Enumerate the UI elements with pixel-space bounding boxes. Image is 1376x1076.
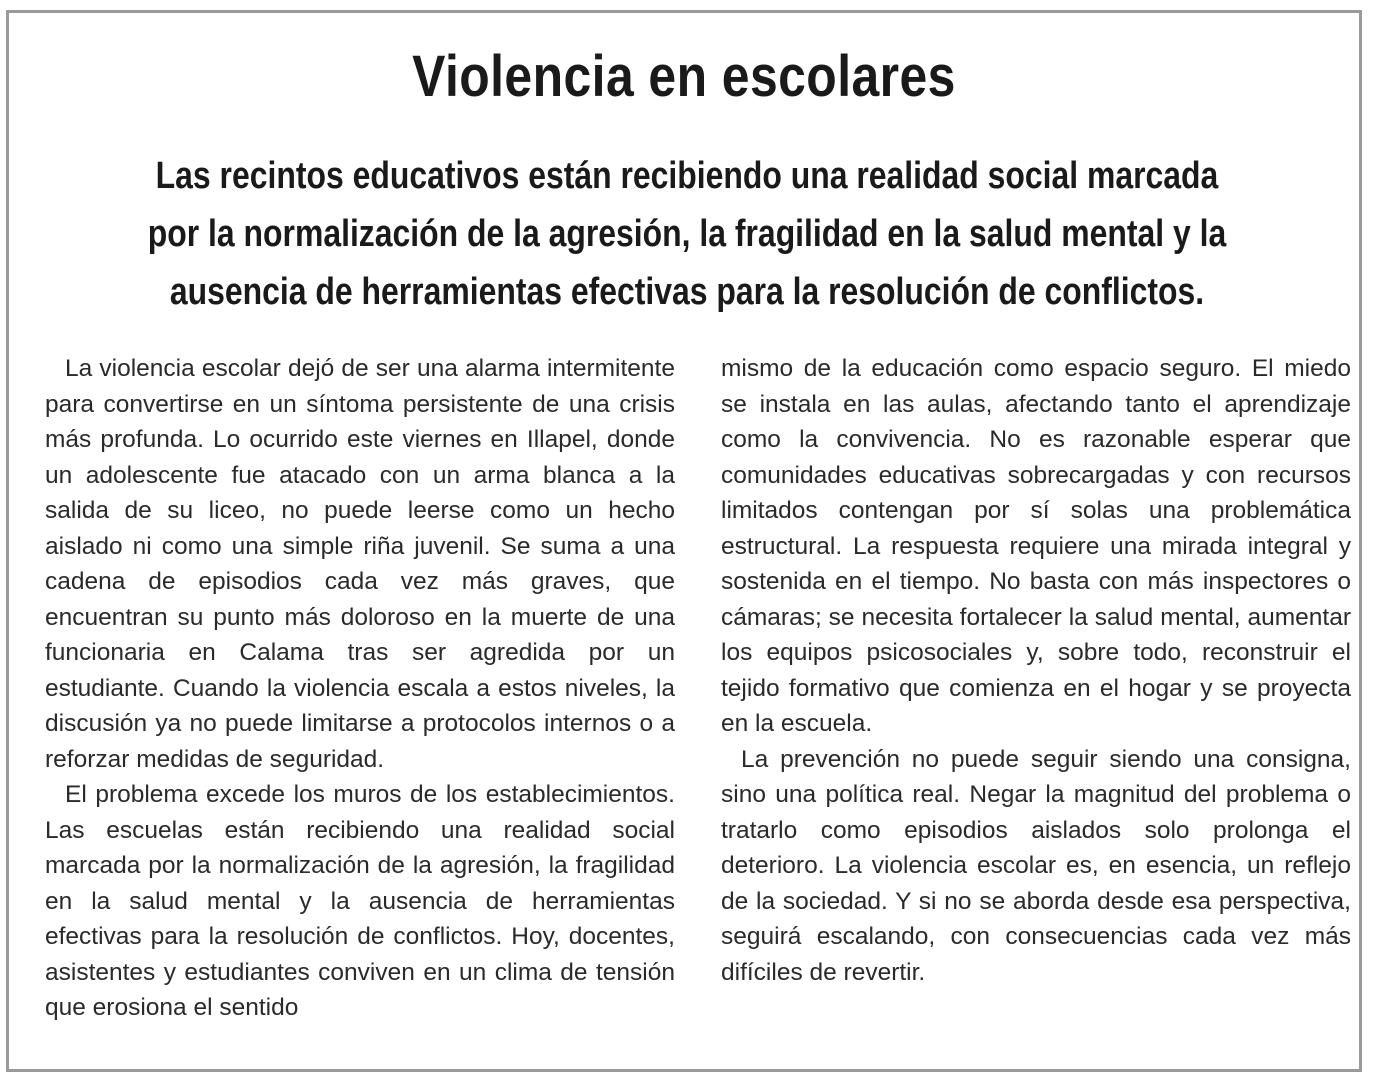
paragraph: El problema excede los muros de los establecimientos. Las escuelas están recibiendo una realidad social marcada por la normalización de la agresión, la fragilidad en la salud mental y la ausencia de herramientas efectivas para la resolución de conflictos. Hoy, docentes, asistentes y estudiantes conviven en un clima de tensión que erosiona el sentido <box>45 781 675 1021</box>
article-title: Violencia en escolares <box>412 44 956 109</box>
paragraph: La violencia escolar dejó de ser una alarma intermitente para convertirse en un síntoma persistente de una crisis más profunda. Lo ocurrido este viernes en Illapel, donde un adolescente fue atacado con un arma blanca a la salida de su liceo, no puede leerse como un hecho aislado ni como una simple riña juvenil. Se suma a una cadena de episodios cada vez más graves, que encuentran su punto más doloroso en la muerte de una funcionaria en Calama tras ser agredida por un estudiante. Cuando la violencia escala a estos niveles, la discusión ya no puede limitarse a protocolos internos o a reforzar medidas de seguridad. <box>45 355 675 773</box>
paragraph-continued: mismo de la educación como espacio seguro. El miedo se instala en las aulas, afectando tanto el aprendizaje como la convivencia. No es razonable esperar que comunidades educativas sobrecargadas y con recursos limitados contengan por sí solas una problemática estructural. La respuesta requiere una mirada integral y sostenida en el tiempo. No basta con más inspectores o cámaras; se necesita fortalecer la salud mental, aumentar los equipos psicosociales y, sobre todo, reconstruir el tejido formativo que comienza en el hogar y se proyecta en la escuela. <box>721 355 1351 737</box>
article-column-right <box>721 351 1351 990</box>
article-column-left <box>45 351 675 1026</box>
paragraph: La prevención no puede seguir siendo una consigna, sino una política real. Negar la magnitud del problema o tratarlo como episodios aislados solo prolonga el deterioro. La violencia escolar es, en esencia, un reflejo de la sociedad. Y si no se aborda desde esa perspectiva, seguirá escalando, con consecuencias cada vez más difíciles de revertir. <box>721 745 1351 986</box>
article-frame <box>6 10 1362 1072</box>
article-subtitle: Las recintos educativos están recibiendo una realidad social marcada por la normalización de la agresión, la fragilidad en la salud mental y la ausencia de herramientas efectivas para la resolución de conflictos. <box>147 155 1227 313</box>
